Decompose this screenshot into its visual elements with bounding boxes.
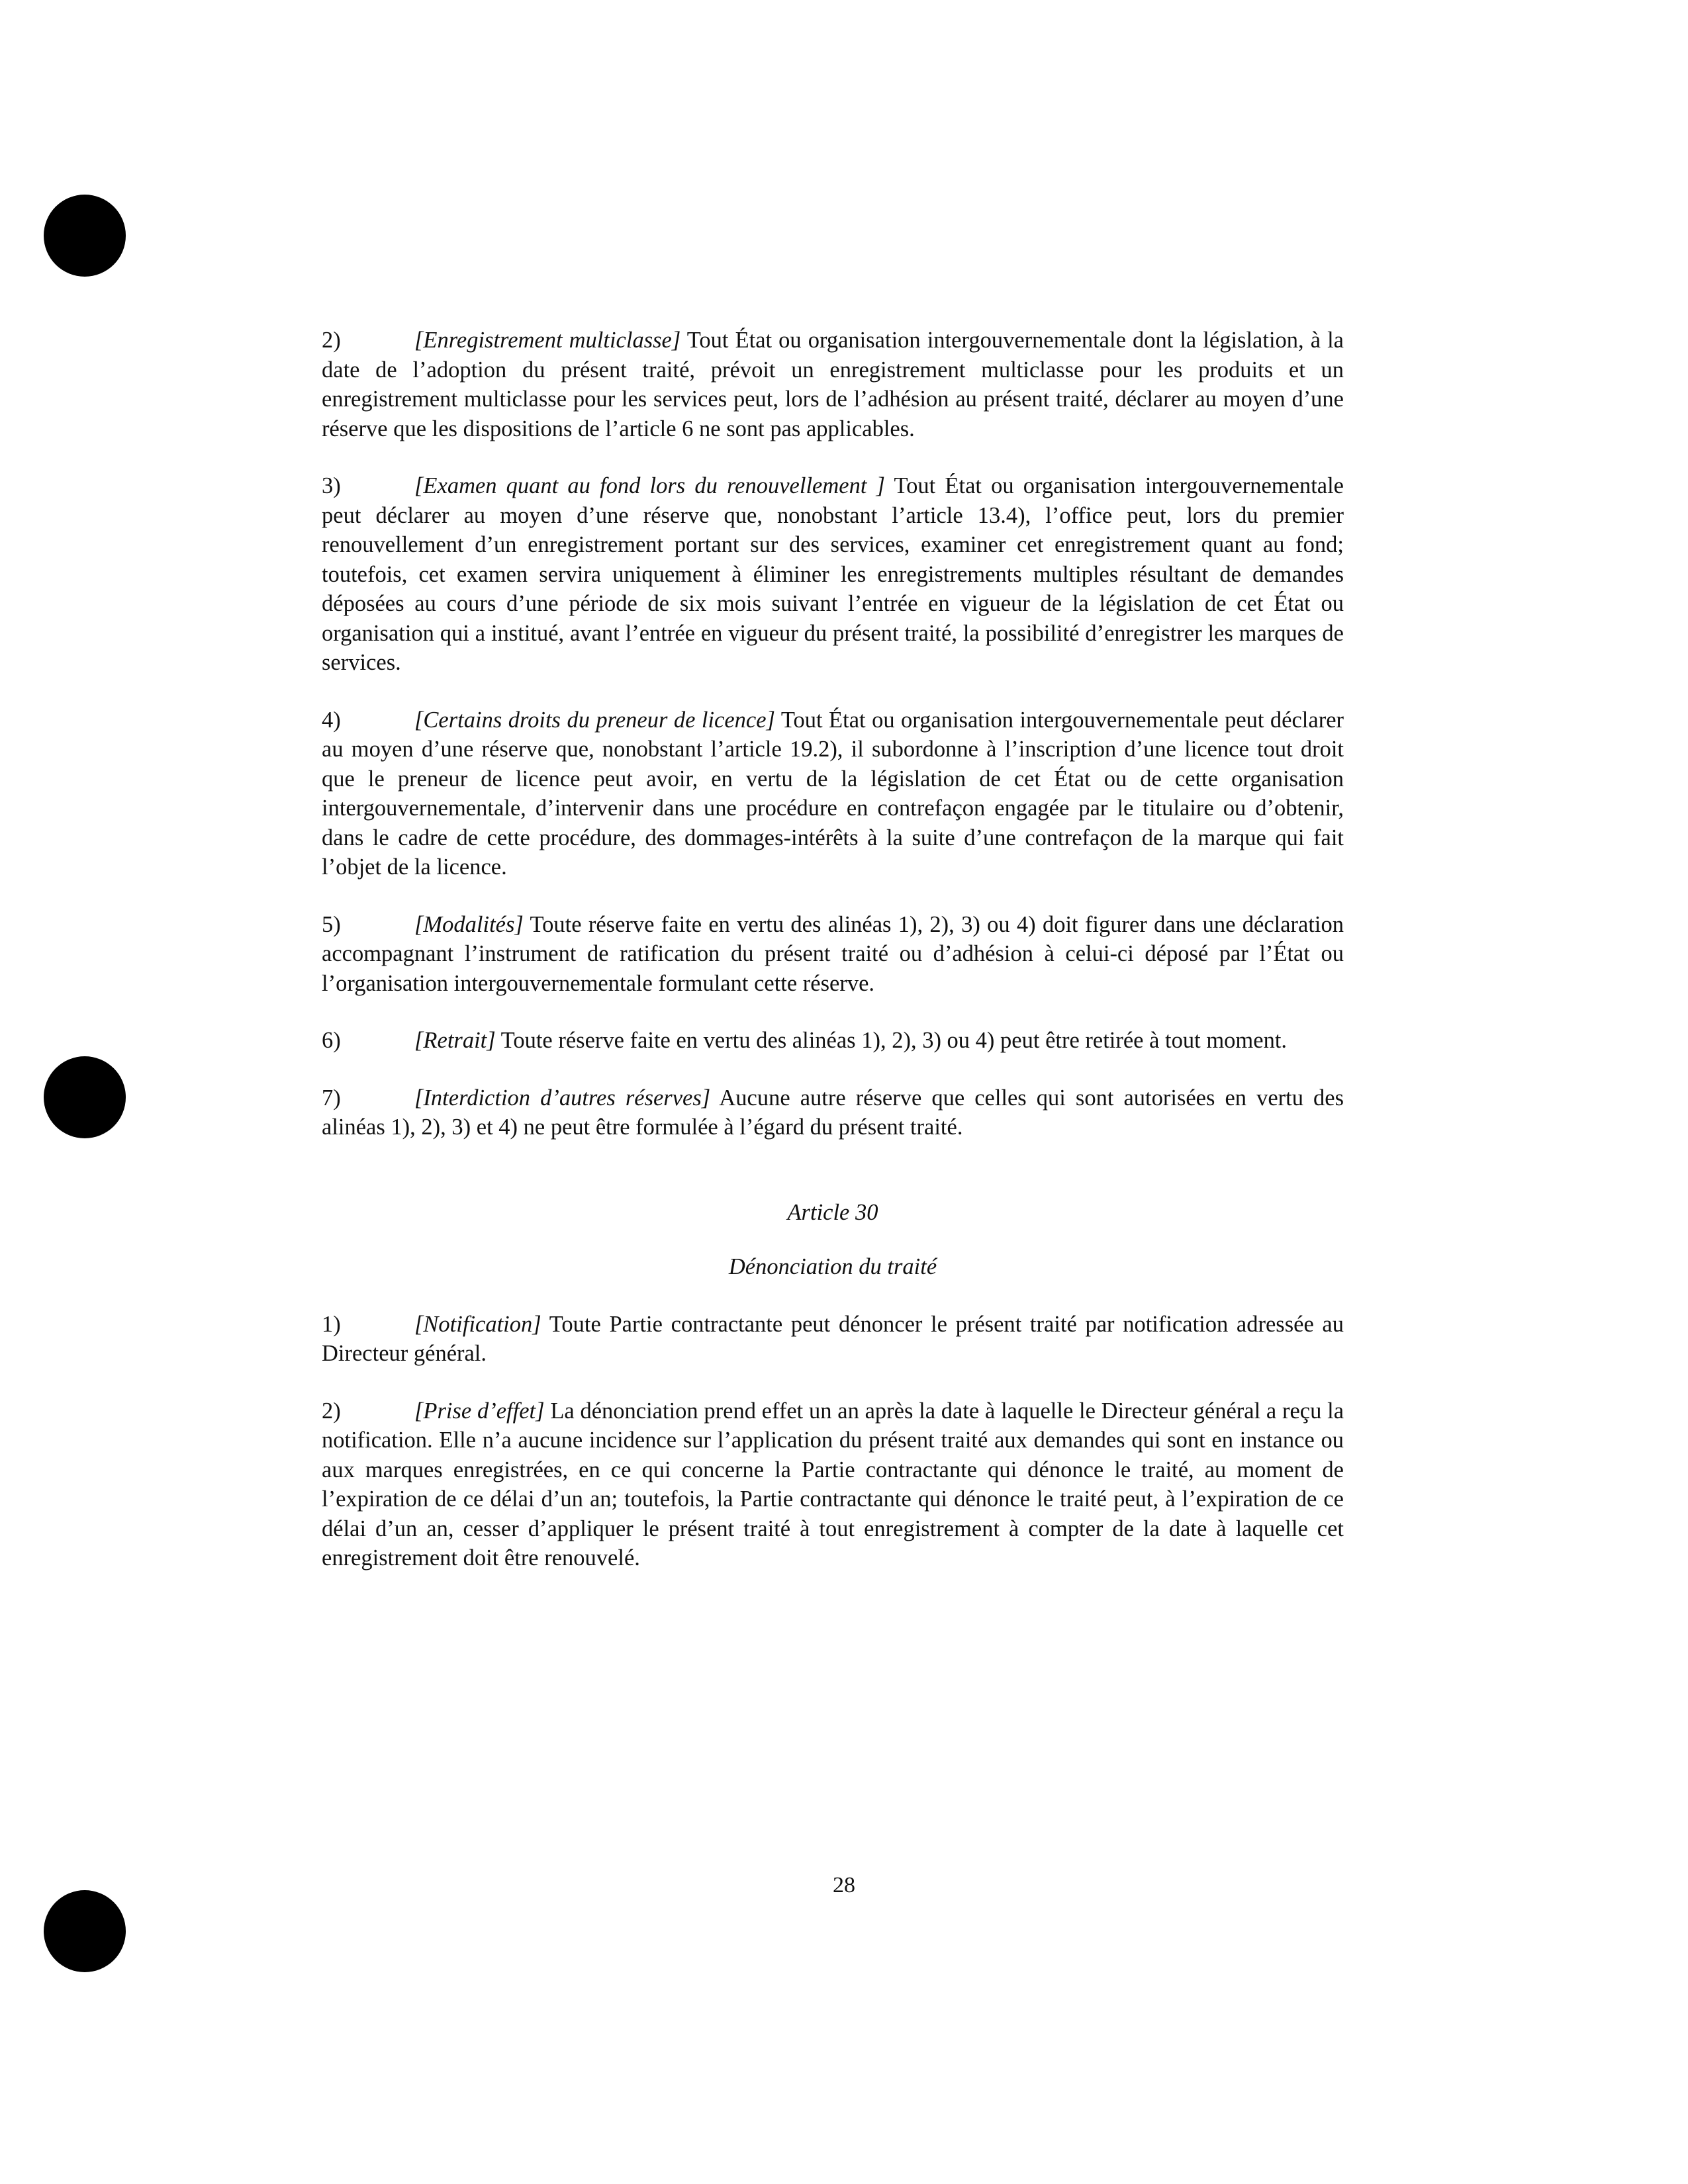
paragraph-number: 6): [322, 1028, 341, 1053]
paragraph-text: La dénonciation prend effet un an après la date à laquelle le Directeur général a reçu la notification. Elle n’a aucune incidence sur l’application du présent traité aux demandes qui sont en instance ou aux marques enregistrées, en ce qui concerne la Partie contractante qui dénonce le traité, au moment de l’expiration de ce délai d’un an; toutefois, la Partie contractante qui dénonce le traité peut, à l’expiration de ce délai d’un an, cesser d’appliquer le présent traité à tout enregistrement à compter de la date à laquelle cet enregistrement doit être renouvelé.: [322, 1398, 1344, 1570]
paragraph-heading: [Retrait]: [414, 1028, 496, 1053]
paragraph-number: 1): [322, 1311, 341, 1337]
paragraph-text: Tout État ou organisation intergouvernementale peut déclarer au moyen d’une réserve que, nonobstant l’article 19.2), il subordonne à l’inscription d’une licence tout droit que le preneur de licence peut avoir, en vertu de la législation de cet État ou de cette organisation intergouvernementale, d’intervenir dans une procédure en contrefaçon engagée par le titulaire ou d’obtenir, dans le cadre de cette procédure, des dommages-intérêts à la suite d’une contrefaçon de la marque qui fait l’objet de la licence.: [322, 707, 1344, 880]
paragraph-6: [322, 1026, 1344, 1056]
punch-hole-middle: [44, 1056, 126, 1138]
paragraph-text: Tout État ou organisation intergouvernementale peut déclarer au moyen d’une réserve que, nonobstant l’article 13.4), l’office peut, lors du premier renouvellement d’un enregistrement portant sur des services, examiner cet enregistrement quant au fond; toutefois, cet examen servira uniquement à éliminer les enregistrements multiples résultant de demandes déposées au cours d’une période de six mois suivant l’entrée en vigueur de la législation de cet État ou organisation qui a institué, avant l’entrée en vigueur du présent traité, la possibilité d’enregistrer les marques de services.: [322, 473, 1344, 675]
paragraph-number: 2): [322, 328, 341, 353]
document-body: [322, 326, 1344, 1601]
article30-paragraph-1: [322, 1310, 1344, 1369]
paragraph-heading: [Certains droits du preneur de licence]: [414, 707, 775, 733]
paragraph-7: [322, 1083, 1344, 1142]
article-number: Article 30: [787, 1199, 878, 1225]
paragraph-4: [322, 705, 1344, 882]
paragraph-heading: [Modalités]: [414, 911, 524, 937]
paragraph-number: 5): [322, 911, 341, 937]
paragraph-heading: [Examen quant au fond lors du renouvellement ]: [414, 473, 885, 498]
paragraph-text: Tout État ou organisation intergouvernementale dont la législation, à la date de l’adoption du présent traité, prévoit un enregistrement multiclasse pour les produits et un enregistrement multiclasse pour les services peut, lors de l’adhésion au présent traité, déclarer au moyen d’une réserve que les dispositions de l’article 6 ne sont pas applicables.: [322, 328, 1344, 441]
punch-hole-top: [44, 195, 126, 277]
paragraph-number: 3): [322, 473, 341, 498]
paragraph-number: 2): [322, 1398, 341, 1424]
paragraph-text: Toute Partie contractante peut dénoncer le présent traité par notification adressée au Directeur général.: [322, 1311, 1344, 1366]
paragraph-heading: [Enregistrement multiclasse]: [414, 328, 681, 353]
paragraph-heading: [Prise d’effet]: [414, 1398, 545, 1424]
paragraph-number: 7): [322, 1085, 341, 1111]
page-number: 28: [833, 1873, 855, 1897]
article30-paragraph-2: [322, 1396, 1344, 1573]
paragraph-text: Toute réserve faite en vertu des alinéas 1), 2), 3) ou 4) peut être retirée à tout moment.: [495, 1028, 1288, 1053]
paragraph-5: [322, 910, 1344, 999]
article-title: Dénonciation du traité: [728, 1254, 937, 1279]
paragraph-heading: [Interdiction d’autres réserves]: [414, 1085, 711, 1111]
paragraph-text: Aucune autre réserve que celles qui sont autorisées en vertu des alinéas 1), 2), 3) et 4) ne peut être formulée à l’égard du présent traité.: [322, 1085, 1344, 1140]
paragraph-text: Toute réserve faite en vertu des alinéas 1), 2), 3) ou 4) doit figurer dans une déclaration accompagnant l’instrument de ratification du présent traité ou d’adhésion à celui-ci déposé par l’État ou l’organisation intergouvernementale formulant cette réserve.: [322, 911, 1344, 996]
paragraph-3: [322, 471, 1344, 678]
punch-hole-bottom: [44, 1890, 126, 1972]
paragraph-heading: [Notification]: [414, 1311, 541, 1337]
paragraph-number: 4): [322, 707, 341, 733]
paragraph-2: [322, 326, 1344, 443]
